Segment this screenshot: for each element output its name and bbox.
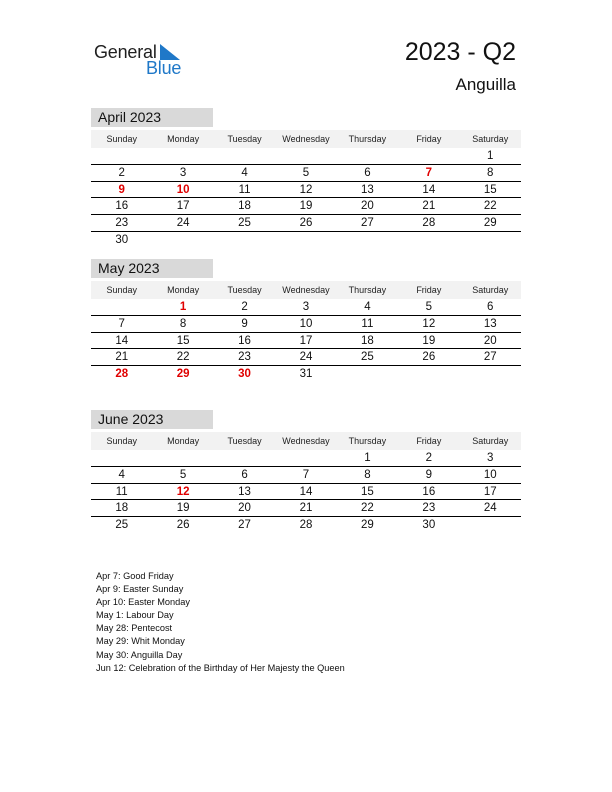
empty-date-cell [460,366,521,383]
weekday-label: Monday [167,285,200,295]
date-cell: 11 [361,317,374,330]
date-cell: 6 [241,468,248,481]
date-cell: 23 [238,351,251,364]
date-cell: 23 [115,217,129,230]
date-cell: 3 [302,301,310,313]
holiday-entry: Apr 7: Good Friday [96,571,174,581]
date-cell: 2 [425,452,433,464]
holiday-entry: Jun 12: Celebration of the Birthday of Her Majesty the Queen [96,662,345,673]
date-cell: 16 [115,200,129,213]
date-cell: 31 [299,368,313,381]
holiday-date-cell: 29 [176,368,190,381]
weekday-header-row [91,432,521,450]
date-cell: 24 [176,217,190,230]
date-cell: 18 [115,502,129,515]
weekday-label: Thursday [348,134,387,144]
date-cell: 4 [118,468,125,481]
week-row [91,450,521,467]
date-cell: 19 [176,502,190,515]
empty-date-cell [460,232,521,249]
month-calendar-april [91,108,521,249]
date-cell: 25 [115,519,129,532]
date-cell: 3 [487,452,494,464]
date-cell: 14 [422,183,436,196]
month-title: June 2023 [91,410,213,429]
weekday-header-row [91,281,521,299]
date-cell: 21 [115,351,129,364]
empty-date-cell [275,148,336,164]
date-cell: 8 [487,166,494,179]
empty-date-cell [91,450,152,466]
empty-date-cell [275,232,336,249]
empty-date-cell [152,450,213,466]
logo-word-general: General [94,42,157,62]
holiday-date-cell: 30 [238,368,251,381]
date-cell: 18 [361,334,374,347]
weekday-label: Friday [416,134,442,144]
empty-date-cell [91,148,152,164]
week-row [91,316,521,333]
date-cell: 10 [299,317,313,330]
date-cell: 3 [179,166,187,179]
holiday-date-cell: 1 [179,301,187,313]
date-cell: 26 [299,217,313,230]
date-cell: 26 [422,351,436,364]
date-cell: 4 [241,166,248,179]
date-cell: 28 [422,217,436,230]
date-cell: 30 [422,519,436,532]
week-rows [91,299,521,383]
weekday-label: Friday [416,436,442,446]
empty-date-cell [275,450,336,466]
week-rows [91,450,521,534]
weekday-label: Sunday [106,134,137,144]
week-row [91,232,521,249]
date-cell: 17 [299,334,313,347]
date-cell: 17 [483,485,497,498]
month-title: May 2023 [91,259,213,278]
weekday-label: Thursday [348,436,387,446]
date-cell: 28 [299,519,313,532]
weekday-label: Tuesday [227,134,262,144]
date-cell: 6 [364,166,371,179]
date-cell: 16 [238,334,251,347]
weekday-label: Wednesday [282,285,330,295]
week-rows [91,148,521,249]
date-cell: 11 [238,183,251,196]
empty-date-cell [460,517,521,534]
logo-word-blue: Blue [146,58,182,78]
empty-date-cell [337,232,398,249]
date-cell: 7 [118,317,125,330]
date-cell: 9 [425,468,433,481]
holiday-entry: Apr 10: Easter Monday [96,597,190,608]
weekday-label: Sunday [106,436,137,446]
empty-date-cell [214,450,275,466]
empty-date-cell [398,232,459,249]
date-cell: 22 [483,200,497,213]
empty-date-cell [91,299,152,315]
date-cell: 12 [422,317,436,330]
holiday-date-cell: 12 [176,485,190,498]
date-cell: 13 [483,317,497,330]
holiday-date-cell: 9 [118,183,125,196]
date-cell: 17 [176,200,190,213]
weekday-label: Saturday [472,285,509,295]
week-row [91,500,521,517]
date-cell: 29 [361,519,374,532]
weekday-label: Monday [167,134,200,144]
week-row [91,198,521,215]
date-cell: 8 [179,317,187,330]
date-cell: 8 [364,468,371,481]
week-row [91,165,521,182]
quarter-title: 2023 - Q2 [404,38,516,66]
date-cell: 22 [361,502,374,515]
weekday-label: Thursday [348,285,387,295]
holiday-entry: May 1: Labour Day [96,610,174,621]
date-cell: 1 [364,452,371,464]
holiday-entry: May 28: Pentecost [96,623,173,634]
date-cell: 27 [238,519,251,532]
empty-date-cell [337,366,398,383]
date-cell: 13 [361,183,374,196]
date-cell: 19 [422,334,436,347]
date-cell: 13 [238,485,251,498]
weekday-label: Friday [416,285,442,295]
weekday-label: Saturday [472,436,509,446]
weekday-label: Tuesday [227,285,262,295]
date-cell: 26 [176,519,190,532]
month-calendar-may [91,259,521,383]
week-row [91,349,521,366]
date-cell: 18 [238,200,251,213]
date-cell: 2 [118,166,125,179]
date-cell: 25 [361,351,374,364]
country-name: Anguilla [455,75,516,94]
holiday-date-cell: 10 [176,183,190,196]
date-cell: 23 [422,502,436,515]
empty-date-cell [152,148,213,164]
date-cell: 20 [361,200,374,213]
date-cell: 22 [176,351,190,364]
weekday-header-row [91,130,521,148]
empty-date-cell [337,148,398,164]
date-cell: 15 [483,183,497,196]
date-cell: 14 [299,485,313,498]
date-cell: 20 [483,334,497,347]
date-cell: 21 [422,200,436,213]
week-row [91,517,521,534]
week-row [91,182,521,199]
date-cell: 15 [361,485,374,498]
empty-date-cell [214,232,275,249]
date-cell: 6 [487,301,494,313]
generalblue-logo [94,40,194,80]
weekday-label: Tuesday [227,436,262,446]
empty-date-cell [152,232,213,249]
date-cell: 5 [179,468,187,481]
date-cell: 29 [483,217,497,230]
weekday-label: Wednesday [282,134,330,144]
date-cell: 12 [299,183,313,196]
date-cell: 30 [115,233,129,246]
date-cell: 2 [241,301,248,313]
week-row [91,366,521,383]
date-cell: 4 [364,301,371,313]
holiday-date-cell: 7 [425,166,433,179]
week-row [91,467,521,484]
date-cell: 20 [238,502,251,515]
holiday-date-cell: 28 [115,368,129,381]
date-cell: 21 [299,502,313,515]
week-row [91,148,521,165]
date-cell: 7 [302,468,310,481]
month-title: April 2023 [91,108,213,127]
date-cell: 19 [299,200,313,213]
date-cell: 5 [302,166,310,179]
holiday-entry: May 29: Whit Monday [96,636,185,647]
holiday-entry: May 30: Anguilla Day [96,649,183,660]
date-cell: 14 [115,334,129,347]
date-cell: 1 [487,150,494,162]
date-cell: 10 [483,468,497,481]
weekday-label: Sunday [106,285,137,295]
date-cell: 25 [238,217,251,230]
week-row [91,333,521,350]
date-cell: 15 [176,334,190,347]
date-cell: 27 [361,217,374,230]
date-cell: 27 [483,351,497,364]
empty-date-cell [398,148,459,164]
date-cell: 5 [425,301,433,313]
holiday-entry: Apr 9: Easter Sunday [96,584,184,595]
date-cell: 24 [483,502,497,515]
date-cell: 11 [115,485,128,498]
weekday-label: Wednesday [282,436,330,446]
date-cell: 9 [241,317,248,330]
week-row [91,484,521,501]
week-row [91,215,521,232]
empty-date-cell [398,366,459,383]
date-cell: 24 [299,351,313,364]
holiday-list [96,570,345,675]
weekday-label: Saturday [472,134,509,144]
date-cell: 16 [422,485,436,498]
weekday-label: Monday [167,436,200,446]
month-calendar-june [91,410,521,534]
empty-date-cell [214,148,275,164]
week-row [91,299,521,316]
